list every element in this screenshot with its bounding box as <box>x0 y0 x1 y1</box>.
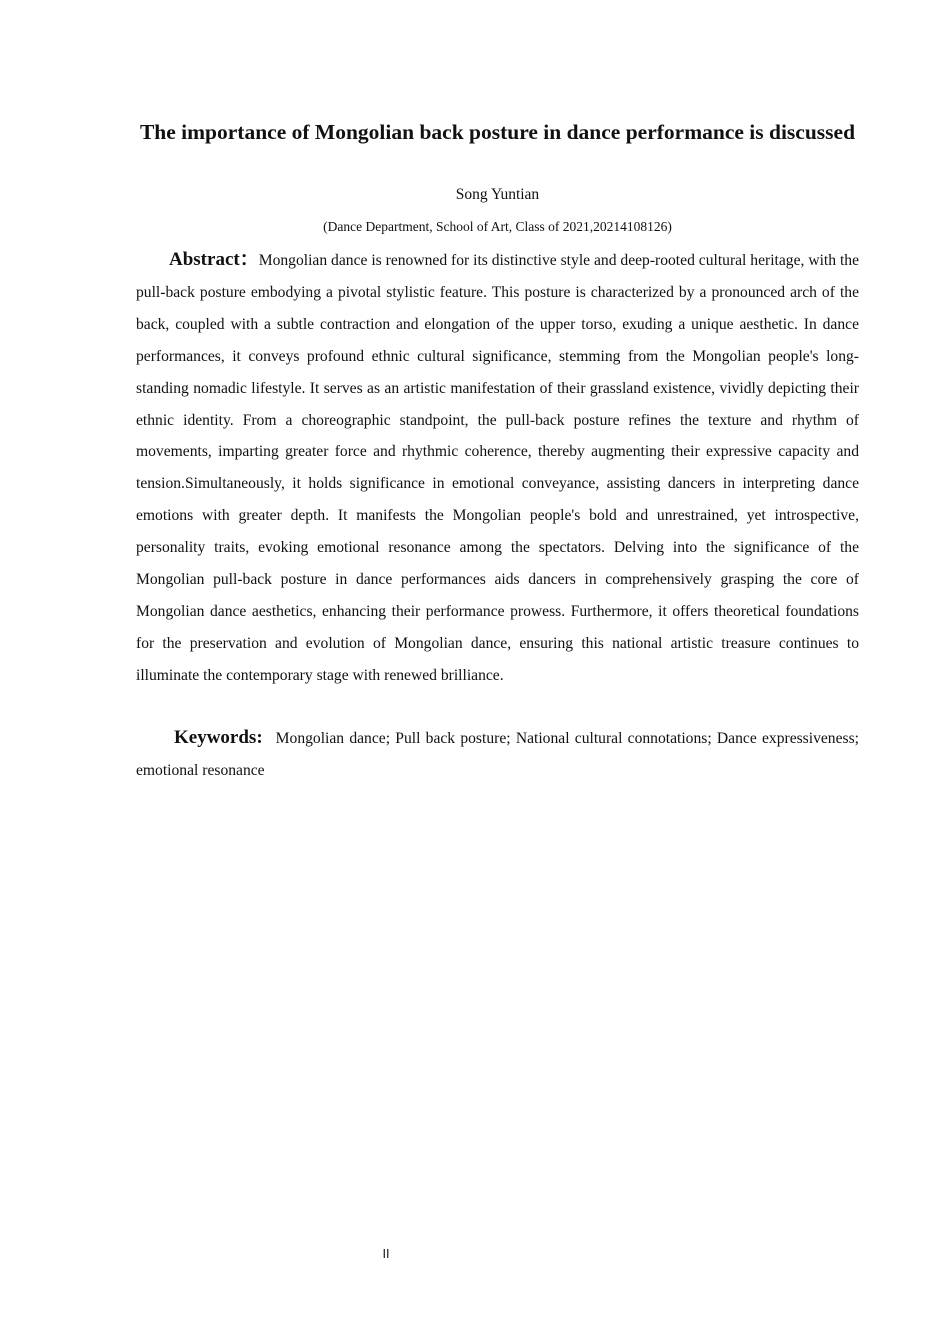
page-number: II <box>382 1247 390 1261</box>
author-affiliation: (Dance Department, School of Art, Class of 2021,20214108126) <box>323 219 672 234</box>
abstract-label: Abstract： <box>169 249 259 270</box>
abstract-text: Mongolian dance is renowned for its distinctive style and deep-rooted cultural heritage, with the pull-back posture embodying a pivotal stylistic feature. This posture is characterized by a pronounced arch of the back, coupled with a subtle contraction and elongation of the upper torso, exuding a unique aesthetic. In dance performances, it conveys profound ethnic cultural significance, stemming from the Mongolian people's long-standing nomadic lifestyle. It serves as an artistic manifestation of their grassland existence, vividly depicting their ethnic identity. From a choreographic standpoint, the pull-back posture refines the texture and rhythm of movements, imparting greater force and rhythmic coherence, thereby augmenting their expressive capacity and tension.Simultaneously, it holds significance in emotional conveyance, assisting dancers in interpreting dance emotions with greater depth. It manifests the Mongolian people's bold and unrestrained, yet introspective, personality traits, evoking emotional resonance among the spectators. Delving into the significance of the Mongolian pull-back posture in dance performances aids dancers in comprehensively grasping the core of Mongolian dance aesthetics, enhancing their performance prowess. Furthermore, it offers theoretical foundations for the preservation and evolution of Mongolian dance, ensuring this national artistic treasure continues to illuminate the contemporary stage with renewed brilliance. <box>136 252 859 684</box>
keywords-text: Mongolian dance; Pull back posture; National cultural connotations; Dance expressiveness; emotional resonance <box>136 730 859 779</box>
keywords-label: Keywords: <box>174 727 263 748</box>
keywords-paragraph <box>136 722 859 786</box>
author-name: Song Yuntian <box>455 186 540 203</box>
paper-title: The importance of Mongolian back posture in dance performance is discussed <box>139 120 856 144</box>
abstract-paragraph <box>136 244 859 692</box>
